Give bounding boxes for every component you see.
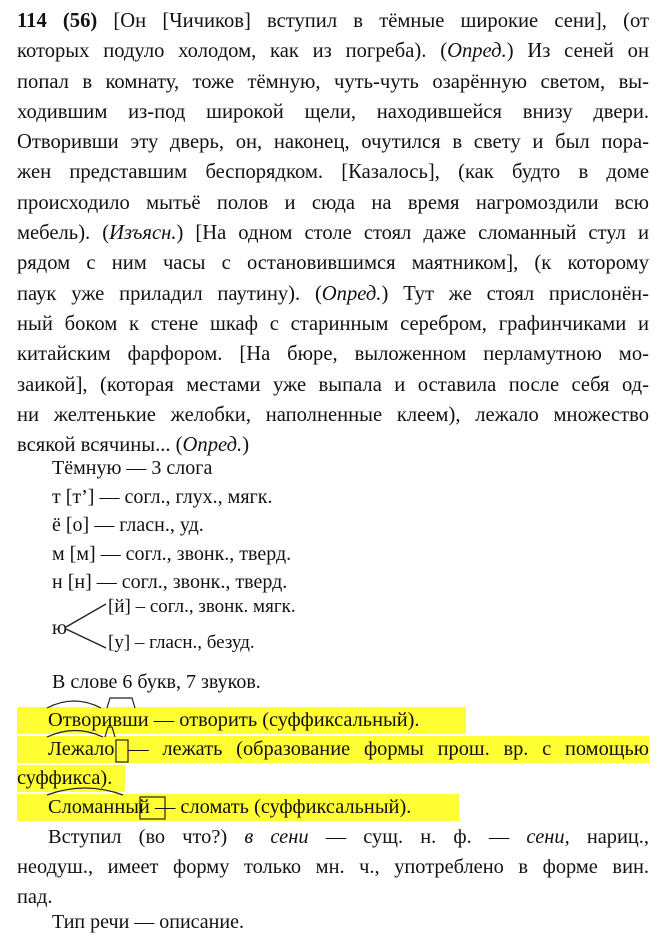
text-line: попал в комнату, тоже тёмную, чуть-чуть озарённую светом, вы-	[17, 70, 649, 93]
text-line: неодуш., имеет форму только мн. ч., употреблено в форме вин.	[17, 856, 649, 878]
exercise-text	[17, 6, 649, 460]
word-formation-2: Лежало — лежать (образование формы прош. вр. с помощью	[17, 735, 649, 764]
text-line: китайским фарфором. [На бюре, выложенном перламутною мо-	[17, 343, 649, 366]
text-line: жен представшим беспорядком. [Казалось], (как будто в доме	[17, 161, 649, 184]
phonetic-row: м [м] — согл., звонк., тверд.	[52, 543, 292, 565]
ending: о	[104, 738, 115, 760]
speech-type: Тип речи — описание.	[52, 911, 244, 933]
text-line: 114 (56) [Он [Чичиков] вступил в тёмные широкие сени], (от	[17, 10, 649, 32]
suffix: л	[94, 738, 105, 760]
word-formation-3: Сломанный — сломать (суффиксальный).	[17, 793, 411, 822]
letters-sounds-summary: В слове 6 букв, 7 звуков.	[52, 671, 261, 693]
text-line: паук уже приладил паутину). (Опред.) Тут же стоял прислонён-	[17, 282, 649, 305]
yu-branch	[52, 596, 372, 658]
exercise-number: 114 (56)	[17, 10, 98, 32]
text-line: рядом с ним часы с остановившимся маятником], (к которому	[17, 252, 649, 275]
phonetic-row: т [т’] — согл., глух., мягк.	[52, 486, 273, 508]
yu-sound-lower: [у] – гласн., безуд.	[108, 632, 255, 653]
morphological-parsing	[17, 822, 649, 912]
text-line: всякой всячины... (Опред.)	[17, 434, 250, 457]
text-line: происходило мытьё полов и сюда на время нагромоздили всю	[17, 191, 649, 214]
text-line: ходившим из-под широкой щели, находившейся внизу двери.	[17, 100, 649, 123]
root: Отвори	[48, 709, 113, 731]
text-line: ный боком к стене шкаф с старинным серебром, графинчиками и	[17, 312, 649, 335]
yu-letter: ю	[52, 617, 67, 639]
text-line: ни желтенькие желобки, наполненные клеем), лежало множество	[17, 403, 649, 426]
ending: ный	[114, 796, 150, 818]
suffix: вши	[112, 709, 149, 731]
text-line: Отворивши эту дверь, он, наконец, очутился в свету и был пора-	[17, 131, 649, 154]
word-formation-2-cont: суффикса).	[17, 767, 113, 789]
yu-sound-upper: [й] – согл., звонк. мягк.	[108, 596, 296, 617]
text-line: мебель). (Изъясн.) [На одном столе стоял даже сломанный стул и	[17, 222, 649, 245]
phonetic-row: н [н] — согл., звонк., тверд.	[52, 571, 288, 593]
text-line: заикой], (которая местами уже выпала и оставила после себя од-	[17, 373, 649, 396]
root: Лежа	[48, 738, 95, 760]
text-line: которых подуло холодом, как из погреба). (Опред.) Из сеней он	[17, 40, 649, 63]
phonetic-row: ё [о] — гласн., уд.	[52, 514, 204, 536]
root: Сломан	[48, 796, 115, 818]
text-line: пад.	[17, 886, 53, 908]
phonetic-heading: Тёмную — 3 слога	[52, 457, 213, 479]
word-formation-1: Отворивши — отворить (суффиксальный).	[17, 706, 420, 735]
text-line: Вступил (во что?) в сени — сущ. н. ф. — сени, нариц.,	[48, 826, 649, 848]
